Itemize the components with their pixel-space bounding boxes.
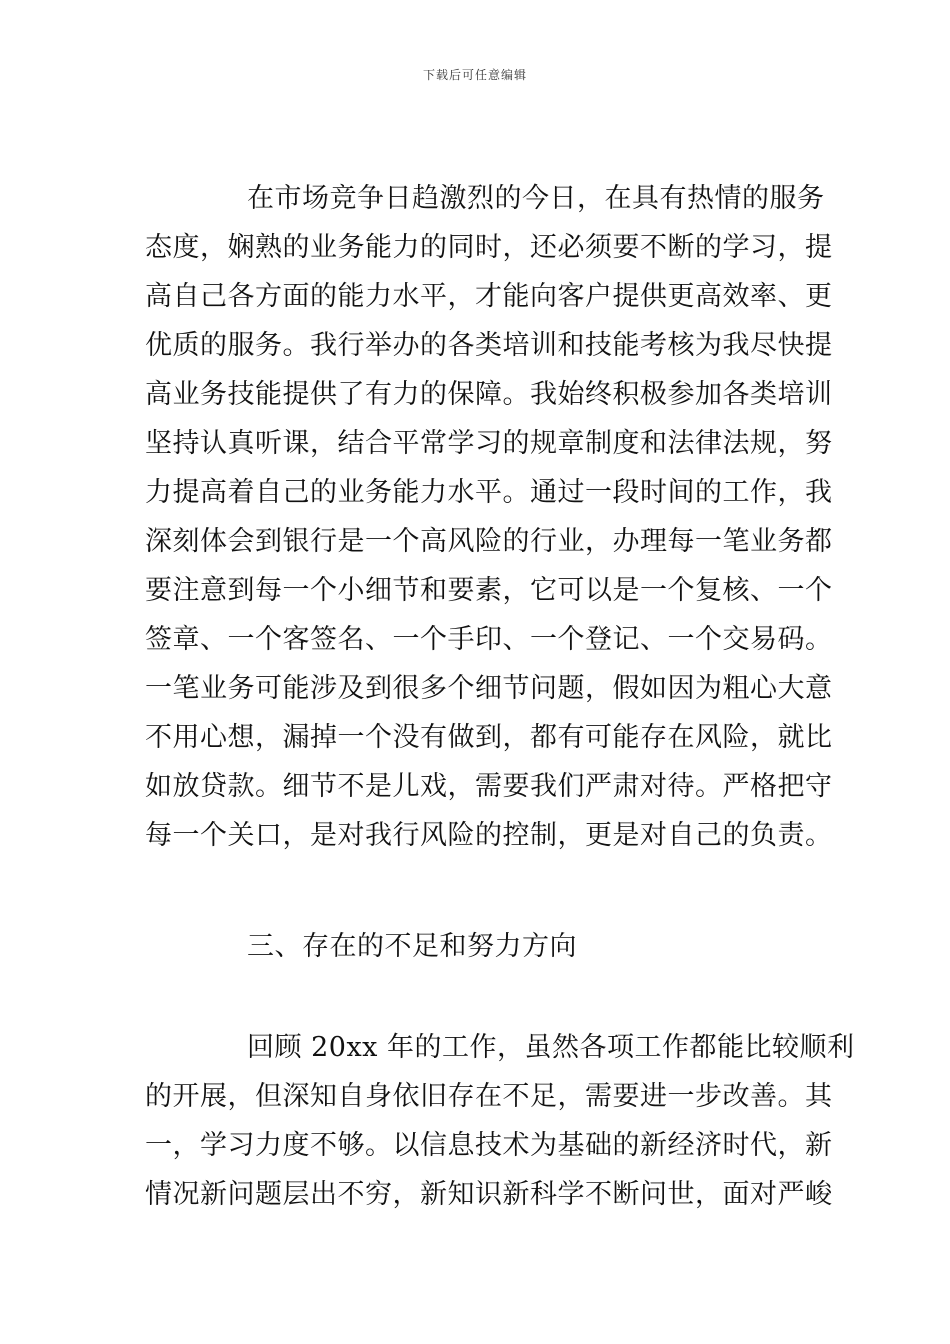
paragraph-line: 深刻体会到银行是一个高风险的行业，办理每一笔业务都 xyxy=(145,526,833,557)
paragraph-line: 回顾 20xx 年的工作，虽然各项工作都能比较顺利 xyxy=(247,1032,855,1063)
paragraph-line: 优质的服务。我行举办的各类培训和技能考核为我尽快提 xyxy=(145,330,833,361)
page-header: 下载后可任意编辑 xyxy=(422,68,527,82)
section-heading: 三、存在的不足和努力方向 xyxy=(247,931,577,962)
paragraph-line: 如放贷款。细节不是儿戏，需要我们严肃对待。严格把守 xyxy=(145,771,833,802)
paragraph-line: 不用心想，漏掉一个没有做到，都有可能存在风险，就比 xyxy=(145,722,833,753)
paragraph-line: 态度，娴熟的业务能力的同时，还必须要不断的学习，提 xyxy=(145,232,833,263)
paragraph-line: 签章、一个客签名、一个手印、一个登记、一个交易码。 xyxy=(145,624,833,655)
paragraph-line: 情况新问题层出不穷，新知识新科学不断问世，面对严峻 xyxy=(145,1179,833,1210)
paragraph-line: 的开展，但深知自身依旧存在不足，需要进一步改善。其 xyxy=(145,1081,833,1112)
paragraph-line: 一笔业务可能涉及到很多个细节问题，假如因为粗心大意 xyxy=(145,673,833,704)
paragraph-line: 高自己各方面的能力水平，才能向客户提供更高效率、更 xyxy=(145,281,833,312)
paragraph-line: 高业务技能提供了有力的保障。我始终积极参加各类培训 xyxy=(145,379,833,410)
paragraph-line: 坚持认真听课，结合平常学习的规章制度和法律法规，努 xyxy=(145,428,833,459)
paragraph-line: 要注意到每一个小细节和要素，它可以是一个复核、一个 xyxy=(145,575,833,606)
paragraph-line: 力提高着自己的业务能力水平。通过一段时间的工作，我 xyxy=(145,477,833,508)
paragraph-line: 在市场竞争日趋激烈的今日，在具有热情的服务 xyxy=(247,183,825,214)
paragraph-review xyxy=(145,1023,855,1219)
paragraph-line: 一，学习力度不够。以信息技术为基础的新经济时代，新 xyxy=(145,1130,833,1161)
paragraph-line: 每一个关口，是对我行风险的控制，更是对自己的负责。 xyxy=(145,820,833,851)
paragraph-service-training xyxy=(145,174,833,860)
